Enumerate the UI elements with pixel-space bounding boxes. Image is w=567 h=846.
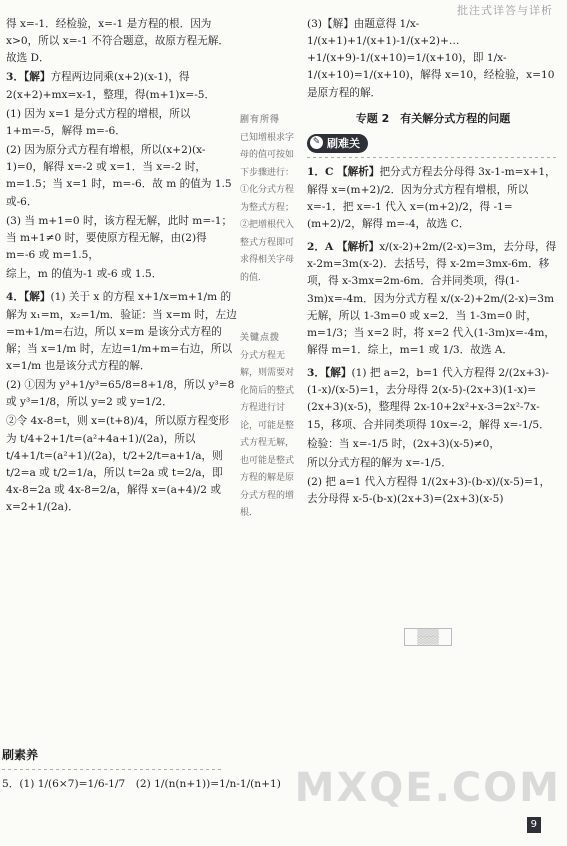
q4-head: 4．【解】 xyxy=(6,291,51,304)
note1-body: 已知增根求字母的值可按如下步骤进行：①化分式方程为整式方程；②把增根代入整式方程即可求得相关字母的值． xyxy=(240,132,295,283)
q3-part3-right: (3)【解】由题意得 1/x-1/(x+1)+1/(x+1)-1/(x+2)+…+1/(x+9)-1/(x+10)=1/(x+10)，即 1/x-1/(x+10)=1/(x+10)，解得 x=10，经检验，x=10 是原方程的解． xyxy=(307,18,555,99)
page-header: 批注式详答与详析 xyxy=(457,4,553,17)
q3r-conclusion: 所以分式方程的解为 x=-1/5． xyxy=(307,456,452,469)
q3r-part2: (2) 把 a=1 代入方程得 1/(2x+3)-(b-x)/(x-5)=1，去分母得 x-5-(b-x)(2x+3)=(2x+3)(x-5) xyxy=(307,476,551,506)
left-column xyxy=(0,16,238,518)
brief-section xyxy=(2,746,281,794)
margin-note-1 xyxy=(240,112,302,287)
q4-part3: ②令 4x-8=t，则 x=(t+8)/4，所以原方程变形为 t/4+2+1/t=(a²+4a+1)/(2a)，所以 t/4+1/t=(a²+1)/(2a)，t/2+2/t=a+1/a，则 t/2=a 或 t/2=1/a，所以 t=2a 或 t=2/a，即 4x-8=2a 或 4x-8=2/a，解得 x=(a+4)/2 或 x=2+1/(2a)． xyxy=(6,415,230,514)
right-column xyxy=(307,16,559,510)
q4-answer xyxy=(6,289,238,375)
margin-note-2 xyxy=(240,330,302,523)
q1-head: 1．C 【解析】 xyxy=(307,166,380,179)
q3r-head: 3．【解】 xyxy=(307,367,352,380)
note2-title: 关键点拨 xyxy=(240,333,281,343)
section-title: 专题 2 有关解分式方程的问题 xyxy=(355,111,511,125)
q1-answer xyxy=(307,164,559,233)
q3-part1: (1) 因为 x=1 是分式方程的增根，所以 1+m=-5，解得 m=-6． xyxy=(6,107,191,137)
para-1: 得 x=-1．经检验，x=-1 是方程的根．因为 x>0，所以 x=-1 不符合题意，故原方程无解．故选 D． xyxy=(6,18,229,65)
brief-label: 刷素养 xyxy=(2,748,39,762)
q3-part3: (3) 当 m+1=0 时，该方程无解，此时 m=-1；当 m+1≠0 时，要使原方程无解，由(2)得 m=-6 或 m=1.5， xyxy=(6,214,233,262)
q3-body: 方程两边同乘(x+2)(x-1)，得 2(x+2)+mx=x-1，整理，得(m+1)x=-5． xyxy=(6,71,216,101)
divider xyxy=(2,769,222,770)
q2-answer xyxy=(307,239,559,359)
badge-label: 刷难关 xyxy=(327,136,360,150)
q2-head: 2．A 【解析】 xyxy=(307,241,380,254)
q3-part4: 综上，m 的值为-1 或-6 或 1.5． xyxy=(6,268,163,281)
q2-body: x/(x-2)+2m/(2-x)=3m，去分母，得 x-2m=3m(x-2)．去括号，得 x-2m=3mx-6m．移项，得 x-3mx=2m-6m．合并同类项，得(1-3m)x=-4m．因为分式方程 x/(x-2)+2m/(2-x)=3m 无解，所以 1-3m=0 或 x=2．当 1-3m=0 时，m=1/3；当 x=2 时，将 x=2 代入(1-3m)x=-4m，解得 m=1．综上，m=1 或 1/3．故选 A． xyxy=(307,241,557,356)
q5-answer: 5．(1) 1/(6×7)=1/6-1/7 (2) 1/(n(n+1))=1/n-1/(n+1) xyxy=(2,778,281,791)
page-number: 9 xyxy=(527,817,541,833)
note2-body: 分式方程无解，则需要对化简后的整式方程进行讨论，可能是整式方程无解，也可能是整式方程的解是原分式方程的增根． xyxy=(240,350,295,519)
q1-body: 把分式方程去分母得 3x-1-m=x+1，解得 x=(m+2)/2．因为分式方程有增根，所以 x=-1．把 x=-1 代入 x=(m+2)/2，得 -1=(m+2)/2，解得 m=-4，故选 C． xyxy=(307,166,556,230)
q3-head: 3．【解】 xyxy=(6,71,51,84)
difficulty-badge xyxy=(307,134,368,154)
q3-part2: (2) 因为原分式方程有增根，所以(x+2)(x-1)=0，解得 x=-2 或 x=1．当 x=-2 时，m=1.5；当 x=1 时，m=-6．故 m 的值为 1.5 或-6． xyxy=(6,144,232,208)
q3r-check: 检验：当 x=-1/5 时，(2x+3)(x-5)≠0， xyxy=(307,437,500,450)
q4-part2: (2) ①因为 y³+1/y³=65/8=8+1/8，所以 y³=8 或 y³=1/8，所以 y=2 或 y=1/2． xyxy=(6,379,235,409)
brush-icon: ✎ xyxy=(310,136,323,149)
watermark: MXQE.COM xyxy=(294,765,561,811)
stamp-mark: ▒▒▒▒ ▒▒▒▒ xyxy=(404,628,452,646)
q3-answer xyxy=(6,69,238,103)
note1-title: 剧有所得 xyxy=(240,115,281,125)
q3r-part1: (1) 把 a=2，b=1 代入方程得 2/(2x+3)-(1-x)/(x-5)=1，去分母得 2(x-5)-(2x+3)(1-x)=(2x+3)(x-5)，整理得 2x-10+2x²+x-3=2x²-7x-15，移项、合并同类项得 10x=-2，解得 x=-1/5． xyxy=(307,367,550,431)
badge-row xyxy=(307,134,559,154)
badge-divider xyxy=(307,157,559,158)
q3-answer-right xyxy=(307,365,559,434)
q4-part1: (1) 关于 x 的方程 x+1/x=m+1/m 的解为 x₁=m，x₂=1/m．验证：当 x=m 时，左边=m+1/m=右边，所以 x=m 是该分式方程的解；当 x=1/m 时，左边=1/m+m=右边，所以 x=1/m 也是该分式方程的解． xyxy=(6,291,237,372)
